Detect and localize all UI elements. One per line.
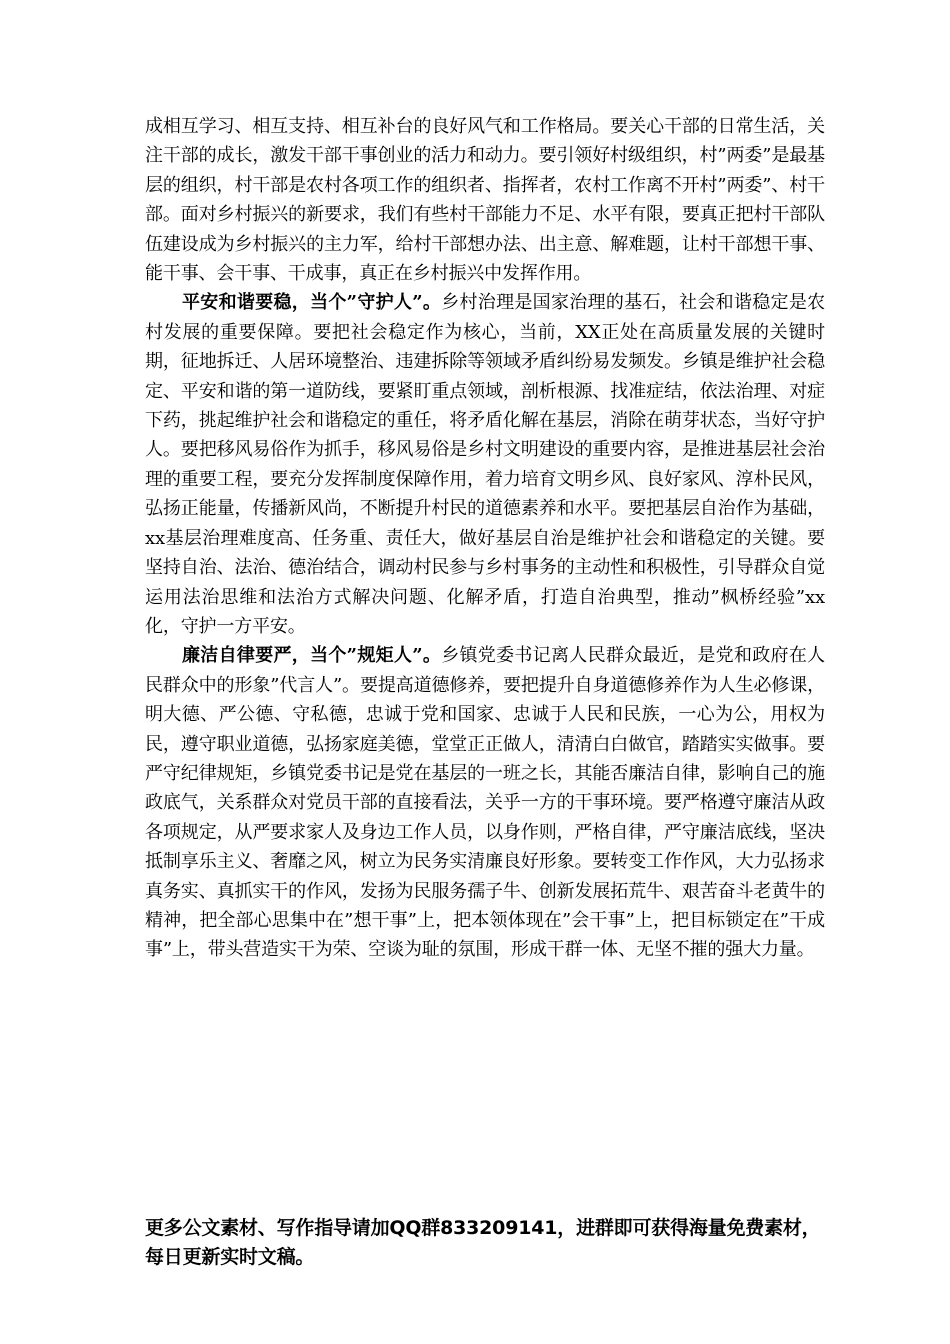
paragraph-3-lead: 廉洁自律要严，当个”规矩人”。 [182,645,442,667]
paragraph-2-text: 乡村治理是国家治理的基石，社会和谐稳定是农村发展的重要保障。要把社会稳定作为核心，当前，XX正处在高质量发展的关键时期，征地拆迁、人居环境整治、违建拆除等领域矛盾纠纷易发频发。乡镇是维护社会稳定、平安和谐的第一道防线，要紧盯重点领域，剖析根源、找准症结，依法治理、对症下药，挑起维护社会和谐稳定的重任，将矛盾化解在基层，消除在萌芽状态，当好守护人。要把移风易俗作为抓手，移风易俗是乡村文明建设的重要内容，是推进基层社会治理的重要工程，要充分发挥制度保障作用，着力培育文明乡风、良好家风、淳朴民风，弘扬正能量，传播新风尚，不断提升村民的道德素养和水平。要把基层自治作为基础，xx基层治理难度高、任务重、责任大，做好基层自治是维护社会和谐稳定的关键。要坚持自治、法治、德治结合，调动村民参与乡村事务的主动性和积极性，引导群众自觉运用法治思维和法治方式解决问题、化解矛盾，打造自治典型，推动”枫桥经验”xx化，守护一方平安。 [145,292,825,637]
paragraph-3-text: 乡镇党委书记离人民群众最近，是党和政府在人民群众中的形象”代言人”。要提高道德修养，要把提升自身道德修养作为人生必修课，明大德、严公德、守私德，忠诚于党和国家、忠诚于人民和民族，一心为公，用权为民，遵守职业道德，弘扬家庭美德，堂堂正正做人，清清白白做官，踏踏实实做事。要严守纪律规矩，乡镇党委书记是党在基层的一班之长，其能否廉洁自律，影响自己的施政底气，关系群众对党员干部的直接看法，关乎一方的干事环境。要严格遵守廉洁从政各项规定，从严要求家人及身边工作人员，以身作则，严格自律，严守廉洁底线，坚决抵制享乐主义、奢靡之风，树立为民务实清廉良好形象。要转变工作作风，大力弘扬求真务实、真抓实干的作风，发扬为民服务孺子牛、创新发展拓荒牛、艰苦奋斗老黄牛的精神，把全部心思集中在”想干事”上，把本领体现在”会干事”上，把目标锁定在”干成事”上，带头营造实干为荣、空谈为耻的氛围，形成干群一体、无坚不摧的强大力量。 [145,645,825,961]
paragraph-1-text: 成相互学习、相互支持、相互补台的良好风气和工作格局。要关心干部的日常生活，关注干部的成长，激发干部干事创业的活力和动力。要引领好村级组织，村”两委”是最基层的组织，村干部是农村各项工作的组织者、指挥者，农村工作离不开村”两委”、村干部。面对乡村振兴的新要求，我们有些村干部能力不足、水平有限，要真正把村干部队伍建设成为乡村振兴的主力军，给村干部想办法、出主意、解难题，让村干部想干事、能干事、会干事、干成事，真正在乡村振兴中发挥作用。 [145,116,825,285]
paragraph-2 [145,288,825,641]
paragraph-1 [145,112,825,288]
document-body [145,112,825,965]
paragraph-3 [145,641,825,964]
footer-promo: 更多公文素材、写作指导请加QQ群833209141，进群即可获得海量免费素材，每日更新实时文稿。 [145,1217,821,1268]
paragraph-2-lead: 平安和谐要稳，当个”守护人”。 [182,292,442,314]
